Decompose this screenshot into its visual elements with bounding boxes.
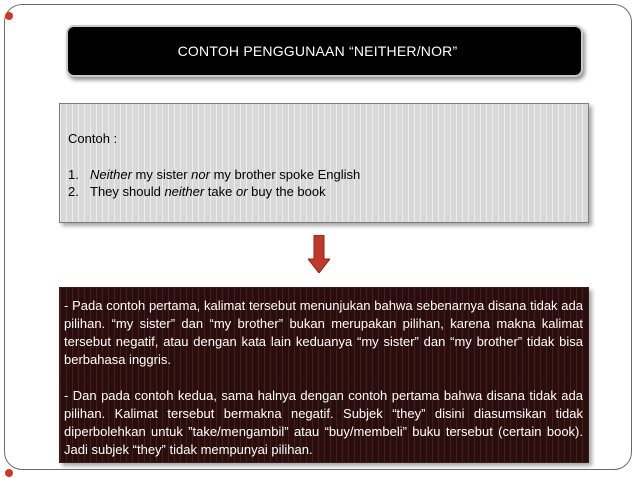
example-text: my brother spoke English <box>209 167 361 182</box>
example-item-1 <box>68 167 360 183</box>
example-label: Contoh : <box>68 131 118 146</box>
example-keyword: or <box>235 184 248 199</box>
example-keyword: nor <box>191 167 210 182</box>
explanation-paragraph-1: - Pada contoh pertama, kalimat tersebut menunjukan bahwa sebenarnya disana tidak ada pilihan. “my sister” dan “my brother” bukan merupakan pilihan, karena makna kalimat tersebut negatif, atau dengan kata lain keduanya “my sister” dan “my brother” tidak bisa berbahasa inggris. <box>64 298 583 367</box>
frame-dot-bottom <box>5 469 13 477</box>
example-keyword: Neither <box>90 167 132 182</box>
example-text: buy the book <box>247 184 326 199</box>
slide-title: CONTOH PENGGUNAAN “NEITHER/NOR” <box>177 43 458 59</box>
down-arrow-icon <box>308 235 330 273</box>
example-number: 2. <box>68 184 79 199</box>
explanation-paragraph-2: - Dan pada contoh kedua, sama halnya dengan contoh pertama bahwa disana tidak ada pilihan. Kalimat tersebut bermakna negatif. Subjek “they” disini diasumsikan tidak diperbolehkan untuk ”take/mengambil” atau “buy/membeli” buku tersebut (certain book). Jadi subjek “they” tidak mempunyai pilihan. <box>64 388 583 457</box>
frame-dot-top <box>5 12 13 20</box>
explanation-box <box>59 287 589 463</box>
title-bar <box>66 25 583 77</box>
example-text: take <box>204 184 236 199</box>
example-number: 1. <box>68 167 79 182</box>
example-text: my sister <box>131 167 192 182</box>
example-keyword: neither <box>164 184 205 199</box>
example-box <box>59 103 589 223</box>
example-text: They should <box>90 184 165 199</box>
example-item-2 <box>68 184 326 200</box>
